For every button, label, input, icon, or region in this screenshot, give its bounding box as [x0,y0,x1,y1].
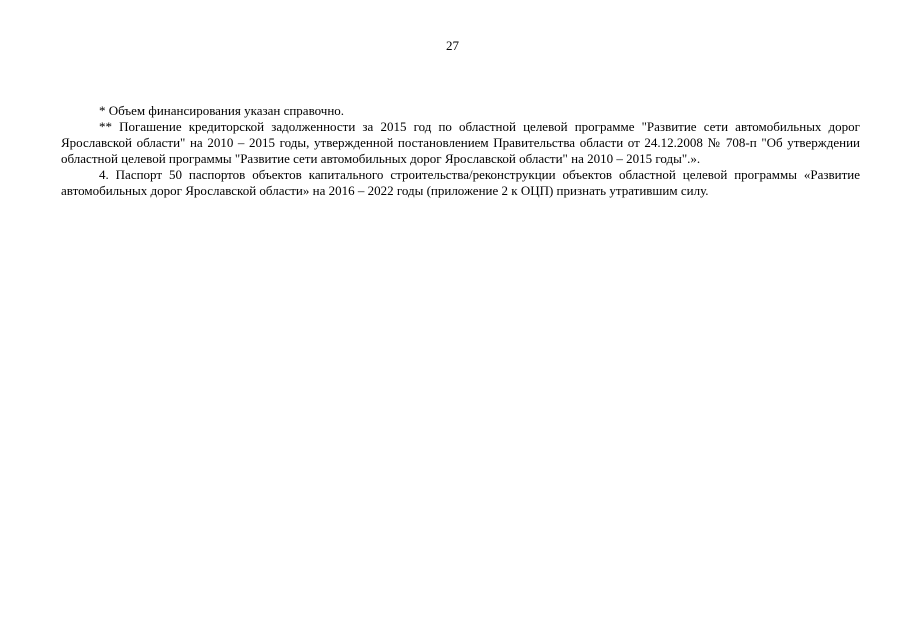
page-number: 27 [446,38,459,53]
footnote-financing: * Объем финансирования указан справочно. [99,103,345,118]
paragraph-item-4: 4. Паспорт 50 паспортов объектов капитального строительства/реконструкции объектов областной целевой программы «Развитие автомобильных дорог Ярославской области» на 2016 – 2022 годы (приложение 2 к ОЦП) признать утратившим силу. [61,167,860,198]
footnote-debt-repayment: ** Погашение кредиторской задолженности за 2015 год по областной целевой программе "Развитие сети автомобильных дорог Ярославской области" на 2010 – 2015 годы, утвержденной постановлением Правительства области от 24.12.2008 № 708-п "Об утверждении областной целевой программы "Развитие сети автомобильных дорог Ярославской области" на 2010 – 2015 годы".». [61,119,860,166]
document-body [61,103,860,199]
